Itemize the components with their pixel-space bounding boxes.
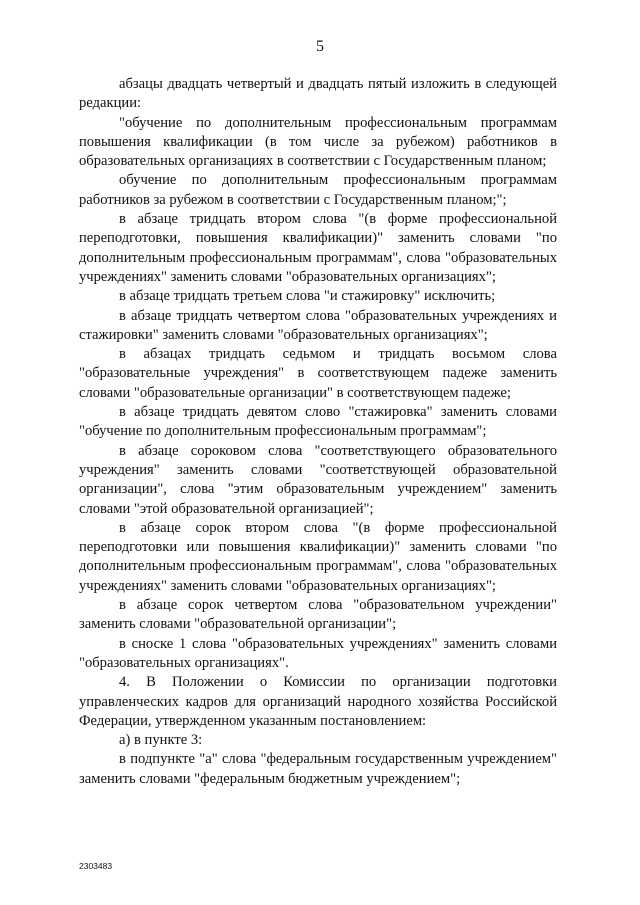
page-number: 5 xyxy=(316,38,324,55)
paragraph-14: а) в пункте 3: xyxy=(119,732,203,749)
paragraph-3: обучение по дополнительным профессиональным программам работников за рубежом в соответствии с Государственным планом;"; xyxy=(79,172,557,208)
paragraph-10: в абзаце сорок втором слова "(в форме профессиональной переподготовки или повышения квалификации)" заменить словами "по дополнительным профессиональным программам", слова "образовательных учреждениях" заменить словами "образовательных организациях"; xyxy=(79,519,557,594)
document-code: 2303483 xyxy=(79,861,113,871)
paragraph-11: в абзаце сорок четвертом слова "образовательном учреждении" заменить словами "образовательной организации"; xyxy=(79,597,557,633)
paragraph-12: в сноске 1 слова "образовательных учреждениях" заменить словами "образовательных организациях". xyxy=(79,635,557,671)
paragraph-5: в абзаце тридцать третьем слова "и стажировку" исключить; xyxy=(119,288,496,305)
paragraph-2: "обучение по дополнительным профессиональным программам повышения квалификации (в том числе за рубежом) работников в образовательных организациях в соответствии с Государственным планом; xyxy=(79,114,557,170)
paragraph-1: абзацы двадцать четвертый и двадцать пятый изложить в следующей редакции: xyxy=(79,76,557,112)
paragraph-9: в абзаце сороковом слова "соответствующего образовательного учреждения" заменить словами "соответствующей образовательной организации", слова "этим образовательным учреждением" заменить словами "этой образовательной организацией"; xyxy=(79,442,557,517)
paragraph-8: в абзаце тридцать девятом слово "стажировка" заменить словами "обучение по дополнительным профессиональным программам"; xyxy=(79,404,557,440)
paragraph-4: в абзаце тридцать втором слова "(в форме профессиональной переподготовки, повышения квалификации)" заменить словами "по дополнительным профессиональным программам", слова "образовательных учреждениях" заменить словами "образовательных организациях"; xyxy=(79,211,557,285)
paragraph-6: в абзаце тридцать четвертом слова "образовательных учреждениях и стажировки" заменить словами "образовательных организациях"; xyxy=(79,307,557,343)
paragraph-7: в абзацах тридцать седьмом и тридцать восьмом слова "образовательные учреждения" в соответствующем падеже заменить словами "образовательные организации" в соответствующем падеже; xyxy=(79,346,557,401)
paragraph-15: в подпункте "а" слова "федеральным государственным учреждением" заменить словами "федеральным бюджетным учреждением"; xyxy=(79,751,557,787)
paragraph-13: 4. В Положении о Комиссии по организации подготовки управленческих кадров для организаций народного хозяйства Российской Федерации, утвержденном указанным постановлением: xyxy=(79,674,557,729)
document-body xyxy=(79,75,557,789)
